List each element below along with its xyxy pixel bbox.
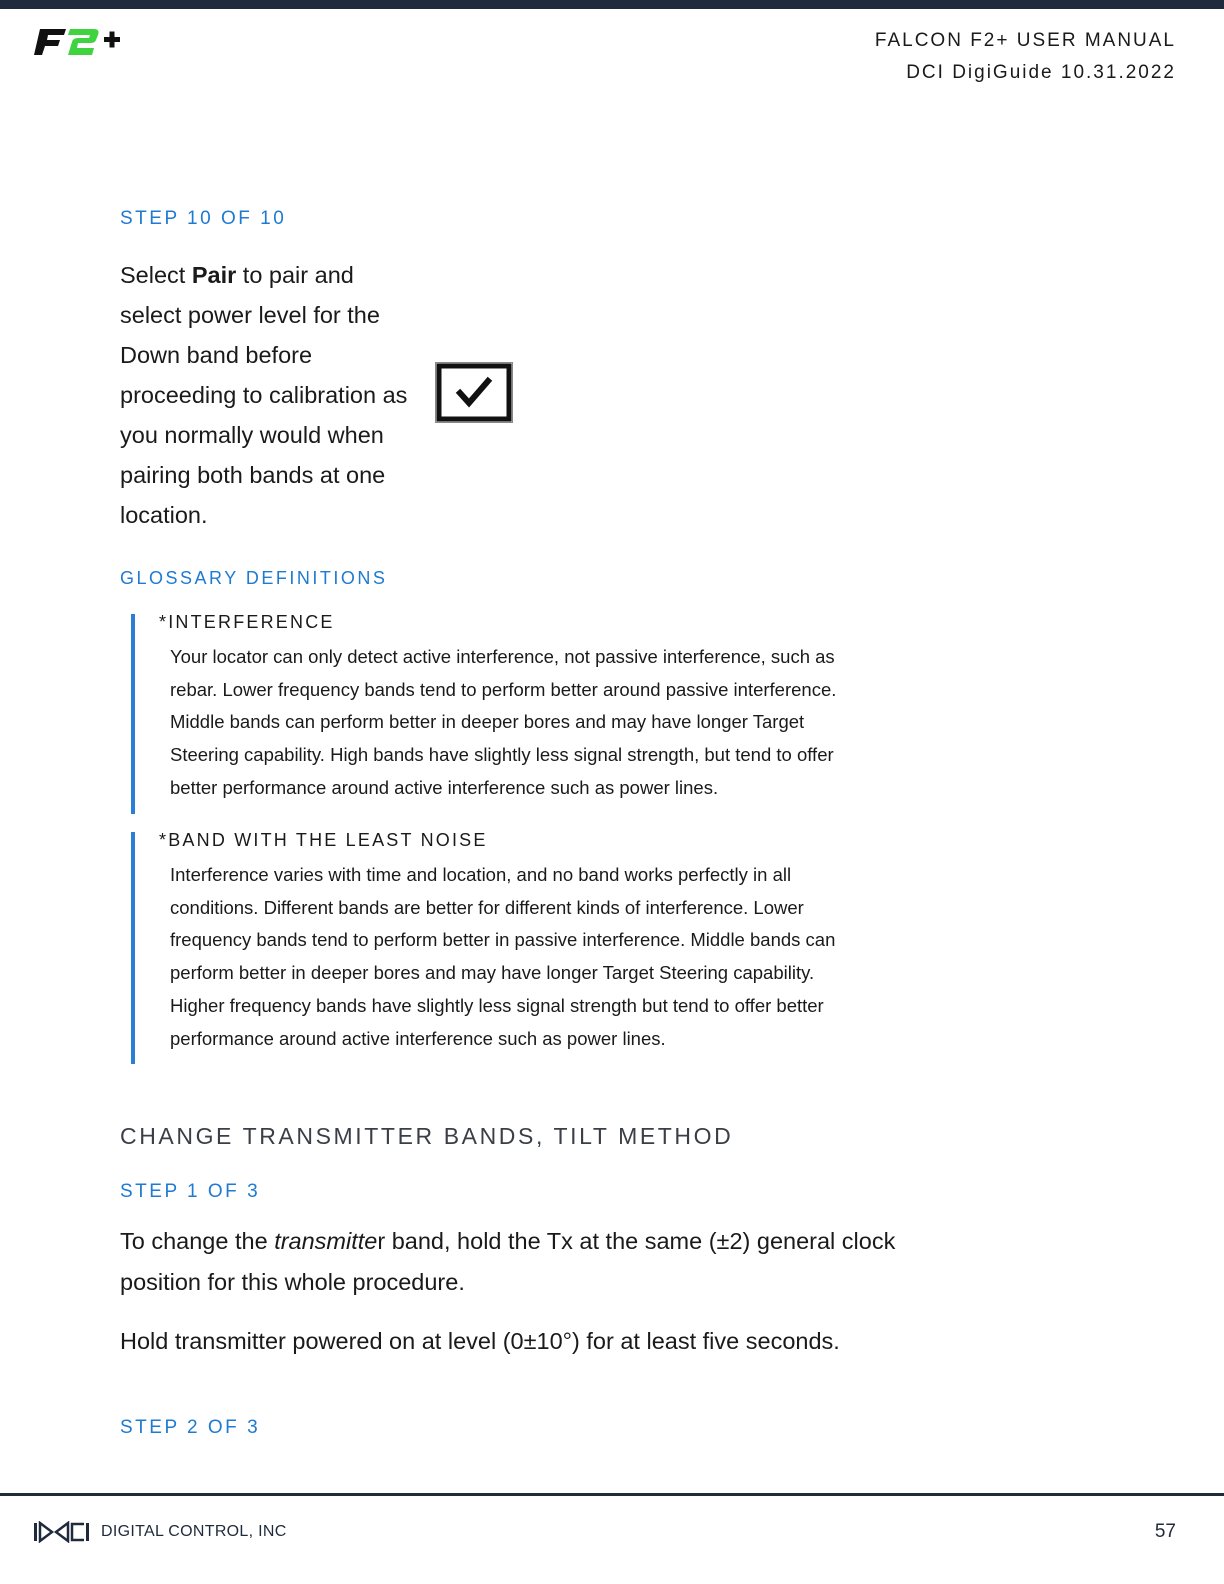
- glossary-term: *INTERFERENCE: [159, 612, 335, 632]
- definition-line: rebar. Lower frequency bands tend to perform better around passive interference.: [170, 678, 837, 700]
- footer-divider: [0, 1493, 1224, 1496]
- definition-line: Middle bands can perform better in deeper bores and may have longer Target: [170, 711, 805, 733]
- step-10-line-4: proceeding to calibration as: [120, 382, 408, 408]
- top-bar: [0, 0, 1224, 9]
- definition-line: perform better in deeper bores and may have longer Target Steering capability.: [170, 962, 815, 984]
- glossary-entry-least-noise: [131, 832, 910, 1064]
- step-1-line-2: position for this whole procedure.: [120, 1269, 465, 1295]
- step-10-line-7: location.: [120, 502, 208, 528]
- glossary-definition: [170, 641, 910, 805]
- dci-logo-icon: [34, 1521, 90, 1543]
- definition-line: Interference varies with time and location, and no band works perfectly in all: [170, 864, 792, 885]
- checkbox-checked-icon: [435, 362, 513, 423]
- step-10-line-6: pairing both bands at one: [120, 462, 386, 488]
- step-10-label: STEP 10 OF 10: [120, 208, 287, 229]
- definition-line: performance around active interference such as power lines.: [170, 1027, 666, 1049]
- pair-keyword: Pair: [191, 262, 237, 288]
- step-1-line-1: To change the transmitter band, hold the Tx at the same (±2) general clock: [120, 1228, 896, 1254]
- glossary-term: *BAND WITH THE LEAST NOISE: [159, 830, 488, 850]
- page-number: 57: [1154, 1521, 1176, 1542]
- step-1-label: STEP 1 OF 3: [120, 1181, 261, 1202]
- definition-line: better performance around active interference such as power lines.: [170, 776, 719, 798]
- step-10-line-1: Select Pair to pair and: [120, 262, 354, 288]
- glossary-entry-interference: [131, 614, 910, 814]
- glossary-definition: [170, 859, 910, 1055]
- f2-plus-logo: [34, 25, 126, 59]
- manual-title: FALCON F2+ USER MANUAL: [874, 30, 1176, 51]
- step-10-line-3: Down band before: [120, 342, 313, 368]
- definition-line: Steering capability. High bands have slightly less signal strength, but tend to offer: [170, 744, 834, 766]
- transmitter-italic: transmitte: [274, 1228, 378, 1254]
- step-2-label: STEP 2 OF 3: [120, 1417, 261, 1438]
- definition-line: frequency bands tend to perform better in passive interference. Middle bands can: [170, 929, 836, 951]
- step-1-paragraph-2: Hold transmitter powered on at level (0±10°) for at least five seconds.: [120, 1328, 840, 1354]
- step-10-line-5: you normally would when: [120, 422, 384, 448]
- footer-company: DIGITAL CONTROL, INC: [101, 1523, 287, 1540]
- glossary-heading: GLOSSARY DEFINITIONS: [120, 568, 388, 588]
- definition-line: Your locator can only detect active interference, not passive interference, such as: [170, 646, 835, 667]
- step-10-text: [120, 255, 430, 535]
- header-info: [875, 25, 1176, 89]
- definition-line: conditions. Different bands are better for different kinds of interference. Lower: [170, 896, 804, 918]
- guide-version: DCI DigiGuide 10.31.2022: [906, 62, 1176, 83]
- step-1-paragraph-1: [120, 1221, 920, 1303]
- step-10-line-2: select power level for the: [120, 302, 380, 328]
- definition-line: Higher frequency bands have slightly less signal strength but tend to offer better: [170, 994, 824, 1016]
- section-title: CHANGE TRANSMITTER BANDS, TILT METHOD: [120, 1123, 734, 1149]
